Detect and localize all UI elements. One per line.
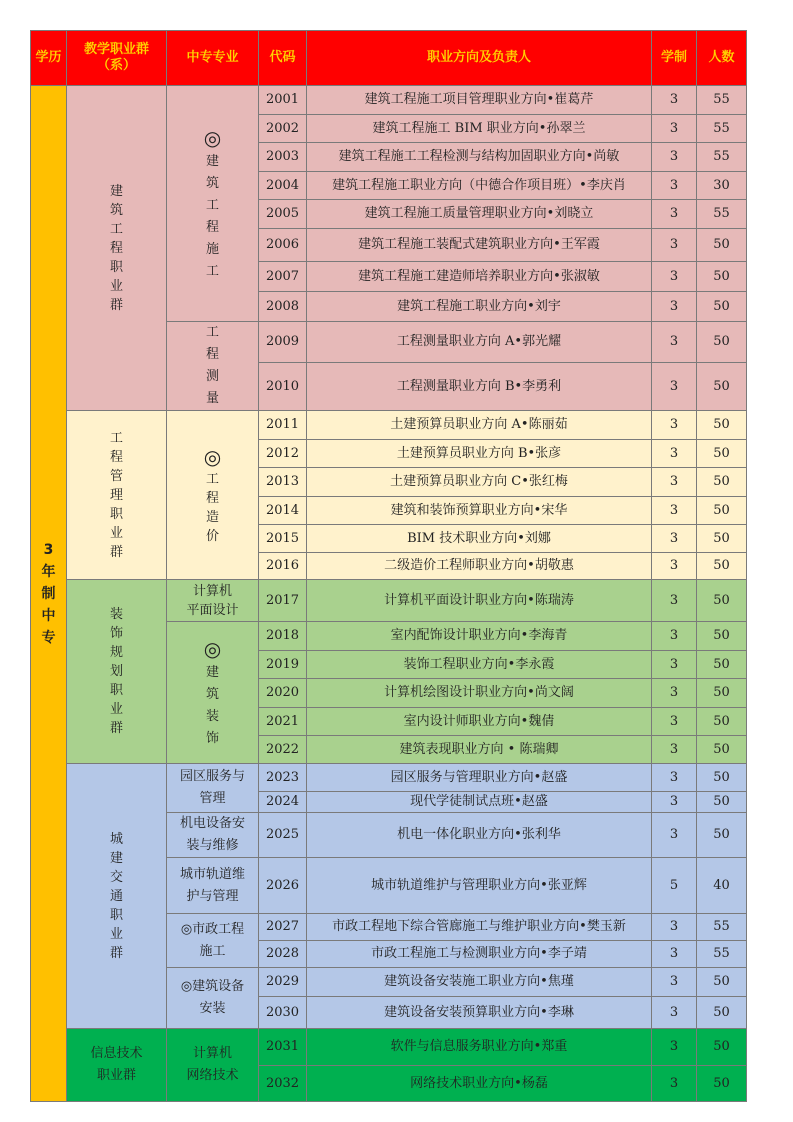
group-cell-construction: 建 筑 工 程 职 业 群 xyxy=(67,86,167,411)
count-cell: 50 xyxy=(697,651,747,679)
major-cell-rail-transit: 城市轨道维 护与管理 xyxy=(167,858,259,914)
code-cell: 2008 xyxy=(259,292,307,322)
header-education: 学历 xyxy=(31,31,67,86)
direction-cell: 建筑工程施工质量管理职业方向•刘晓立 xyxy=(307,200,652,229)
years-cell: 3 xyxy=(652,322,697,363)
code-cell: 2003 xyxy=(259,143,307,172)
group-cell-management: 工 程 管 理 职 业 群 xyxy=(67,411,167,580)
count-cell: 50 xyxy=(697,292,747,322)
years-cell: 3 xyxy=(652,941,697,968)
years-cell: 3 xyxy=(652,440,697,468)
major-cell-municipal: ◎市政工程 施工 xyxy=(167,914,259,968)
enrollment-table xyxy=(30,30,747,1102)
direction-cell: 建筑设备安装预算职业方向•李琳 xyxy=(307,997,652,1029)
group-cell-urban-transport: 城 建 交 通 职 业 群 xyxy=(67,764,167,1029)
count-cell: 55 xyxy=(697,941,747,968)
count-cell: 50 xyxy=(697,553,747,580)
count-cell: 50 xyxy=(697,229,747,262)
years-cell: 3 xyxy=(652,1066,697,1102)
direction-cell: 建筑工程施工职业方向（中德合作项目班）•李庆肖 xyxy=(307,172,652,200)
years-cell: 3 xyxy=(652,580,697,622)
count-cell: 50 xyxy=(697,363,747,411)
count-cell: 50 xyxy=(697,525,747,553)
years-cell: 3 xyxy=(652,651,697,679)
count-cell: 50 xyxy=(697,764,747,792)
direction-cell: BIM 技术职业方向•刘娜 xyxy=(307,525,652,553)
group-cell-decoration: 装 饰 规 划 职 业 群 xyxy=(67,580,167,764)
direction-cell: 园区服务与管理职业方向•赵盛 xyxy=(307,764,652,792)
key-major-mark: ◎ xyxy=(203,636,222,661)
years-cell: 3 xyxy=(652,792,697,813)
direction-cell: 建筑和装饰预算职业方向•宋华 xyxy=(307,497,652,525)
count-cell: 50 xyxy=(697,262,747,292)
direction-cell: 计算机平面设计职业方向•陈瑞涛 xyxy=(307,580,652,622)
code-cell: 2012 xyxy=(259,440,307,468)
direction-cell: 土建预算员职业方向 A•陈丽茹 xyxy=(307,411,652,440)
code-cell: 2011 xyxy=(259,411,307,440)
direction-cell: 土建预算员职业方向 C•张红梅 xyxy=(307,468,652,497)
header-major: 中专专业 xyxy=(167,31,259,86)
code-cell: 2006 xyxy=(259,229,307,262)
header-group: 教学职业群 （系） xyxy=(67,31,167,86)
major-cell-building-equipment: ◎建筑设备 安装 xyxy=(167,968,259,1029)
key-major-mark: ◎ xyxy=(203,125,222,150)
code-cell: 2029 xyxy=(259,968,307,997)
code-cell: 2014 xyxy=(259,497,307,525)
years-cell: 3 xyxy=(652,497,697,525)
major-cell-survey: 工 程 测 量 xyxy=(167,322,259,411)
code-cell: 2018 xyxy=(259,622,307,651)
education-level-cell: 3 年 制 中 专 xyxy=(31,86,67,1102)
major-cell-park-service: 园区服务与 管理 xyxy=(167,764,259,813)
years-cell: 3 xyxy=(652,997,697,1029)
major-cell-decoration: ◎ 建 筑 装 饰 xyxy=(167,622,259,764)
direction-cell: 建筑表现职业方向 • 陈瑞卿 xyxy=(307,736,652,764)
count-cell: 50 xyxy=(697,322,747,363)
header-row xyxy=(31,31,747,86)
code-cell: 2004 xyxy=(259,172,307,200)
years-cell: 3 xyxy=(652,525,697,553)
code-cell: 2017 xyxy=(259,580,307,622)
years-cell: 3 xyxy=(652,764,697,792)
code-cell: 2013 xyxy=(259,468,307,497)
group-cell-information-tech: 信息技术 职业群 xyxy=(67,1029,167,1102)
years-cell: 3 xyxy=(652,468,697,497)
count-cell: 40 xyxy=(697,858,747,914)
years-cell: 3 xyxy=(652,813,697,858)
major-cell-cost: ◎ 工 程 造 价 xyxy=(167,411,259,580)
count-cell: 50 xyxy=(697,792,747,813)
code-cell: 2032 xyxy=(259,1066,307,1102)
code-cell: 2024 xyxy=(259,792,307,813)
table-row xyxy=(31,1029,747,1066)
years-cell: 3 xyxy=(652,262,697,292)
years-cell: 3 xyxy=(652,86,697,115)
count-cell: 50 xyxy=(697,411,747,440)
code-cell: 2002 xyxy=(259,115,307,143)
count-cell: 50 xyxy=(697,968,747,997)
count-cell: 50 xyxy=(697,679,747,708)
header-count: 人数 xyxy=(697,31,747,86)
direction-cell: 市政工程施工与检测职业方向•李子靖 xyxy=(307,941,652,968)
count-cell: 50 xyxy=(697,580,747,622)
code-cell: 2001 xyxy=(259,86,307,115)
code-cell: 2025 xyxy=(259,813,307,858)
direction-cell: 现代学徒制试点班•赵盛 xyxy=(307,792,652,813)
direction-cell: 室内配饰设计职业方向•李海青 xyxy=(307,622,652,651)
years-cell: 3 xyxy=(652,1029,697,1066)
direction-cell: 建筑工程施工工程检测与结构加固职业方向•尚敏 xyxy=(307,143,652,172)
direction-cell: 建筑工程施工项目管理职业方向•崔葛芹 xyxy=(307,86,652,115)
count-cell: 50 xyxy=(697,997,747,1029)
years-cell: 3 xyxy=(652,679,697,708)
code-cell: 2021 xyxy=(259,708,307,736)
years-cell: 5 xyxy=(652,858,697,914)
code-cell: 2020 xyxy=(259,679,307,708)
years-cell: 3 xyxy=(652,736,697,764)
years-cell: 3 xyxy=(652,172,697,200)
code-cell: 2028 xyxy=(259,941,307,968)
years-cell: 3 xyxy=(652,411,697,440)
header-years: 学制 xyxy=(652,31,697,86)
count-cell: 50 xyxy=(697,622,747,651)
count-cell: 50 xyxy=(697,1029,747,1066)
count-cell: 55 xyxy=(697,914,747,941)
code-cell: 2027 xyxy=(259,914,307,941)
years-cell: 3 xyxy=(652,143,697,172)
count-cell: 55 xyxy=(697,86,747,115)
count-cell: 50 xyxy=(697,736,747,764)
table-row xyxy=(31,86,747,115)
direction-cell: 建筑工程施工建造师培养职业方向•张淑敏 xyxy=(307,262,652,292)
count-cell: 55 xyxy=(697,115,747,143)
years-cell: 3 xyxy=(652,292,697,322)
direction-cell: 建筑设备安装施工职业方向•焦瑾 xyxy=(307,968,652,997)
years-cell: 3 xyxy=(652,622,697,651)
years-cell: 3 xyxy=(652,914,697,941)
header-direction: 职业方向及负责人 xyxy=(307,31,652,86)
table-row xyxy=(31,580,747,622)
code-cell: 2005 xyxy=(259,200,307,229)
direction-cell: 建筑工程施工职业方向•刘宇 xyxy=(307,292,652,322)
code-cell: 2016 xyxy=(259,553,307,580)
code-cell: 2026 xyxy=(259,858,307,914)
code-cell: 2015 xyxy=(259,525,307,553)
header-code: 代码 xyxy=(259,31,307,86)
direction-cell: 二级造价工程师职业方向•胡敬惠 xyxy=(307,553,652,580)
code-cell: 2023 xyxy=(259,764,307,792)
direction-cell: 室内设计师职业方向•魏倩 xyxy=(307,708,652,736)
major-cell-construction: ◎ 建 筑 工 程 施 工 xyxy=(167,86,259,322)
count-cell: 50 xyxy=(697,440,747,468)
code-cell: 2010 xyxy=(259,363,307,411)
direction-cell: 装饰工程职业方向•李永霞 xyxy=(307,651,652,679)
direction-cell: 计算机绘图设计职业方向•尚文阔 xyxy=(307,679,652,708)
code-cell: 2019 xyxy=(259,651,307,679)
major-cell-network: 计算机 网络技术 xyxy=(167,1029,259,1102)
direction-cell: 市政工程地下综合管廊施工与维护职业方向•樊玉新 xyxy=(307,914,652,941)
count-cell: 55 xyxy=(697,143,747,172)
years-cell: 3 xyxy=(652,229,697,262)
direction-cell: 软件与信息服务职业方向•郑重 xyxy=(307,1029,652,1066)
code-cell: 2007 xyxy=(259,262,307,292)
years-cell: 3 xyxy=(652,363,697,411)
table-row xyxy=(31,764,747,792)
major-cell-graphic-design: 计算机 平面设计 xyxy=(167,580,259,622)
direction-cell: 机电一体化职业方向•张利华 xyxy=(307,813,652,858)
years-cell: 3 xyxy=(652,200,697,229)
key-major-mark: ◎ xyxy=(203,445,222,469)
years-cell: 3 xyxy=(652,553,697,580)
count-cell: 50 xyxy=(697,813,747,858)
years-cell: 3 xyxy=(652,708,697,736)
direction-cell: 工程测量职业方向 B•李勇利 xyxy=(307,363,652,411)
code-cell: 2009 xyxy=(259,322,307,363)
direction-cell: 建筑工程施工装配式建筑职业方向•王军霞 xyxy=(307,229,652,262)
table-row xyxy=(31,411,747,440)
count-cell: 50 xyxy=(697,497,747,525)
count-cell: 50 xyxy=(697,708,747,736)
direction-cell: 土建预算员职业方向 B•张彦 xyxy=(307,440,652,468)
direction-cell: 网络技术职业方向•杨磊 xyxy=(307,1066,652,1102)
years-cell: 3 xyxy=(652,968,697,997)
count-cell: 55 xyxy=(697,200,747,229)
count-cell: 30 xyxy=(697,172,747,200)
code-cell: 2030 xyxy=(259,997,307,1029)
direction-cell: 城市轨道维护与管理职业方向•张亚辉 xyxy=(307,858,652,914)
code-cell: 2022 xyxy=(259,736,307,764)
years-cell: 3 xyxy=(652,115,697,143)
count-cell: 50 xyxy=(697,1066,747,1102)
direction-cell: 工程测量职业方向 A•郭光耀 xyxy=(307,322,652,363)
major-cell-electromechanical: 机电设备安 装与维修 xyxy=(167,813,259,858)
code-cell: 2031 xyxy=(259,1029,307,1066)
count-cell: 50 xyxy=(697,468,747,497)
direction-cell: 建筑工程施工 BIM 职业方向•孙翠兰 xyxy=(307,115,652,143)
